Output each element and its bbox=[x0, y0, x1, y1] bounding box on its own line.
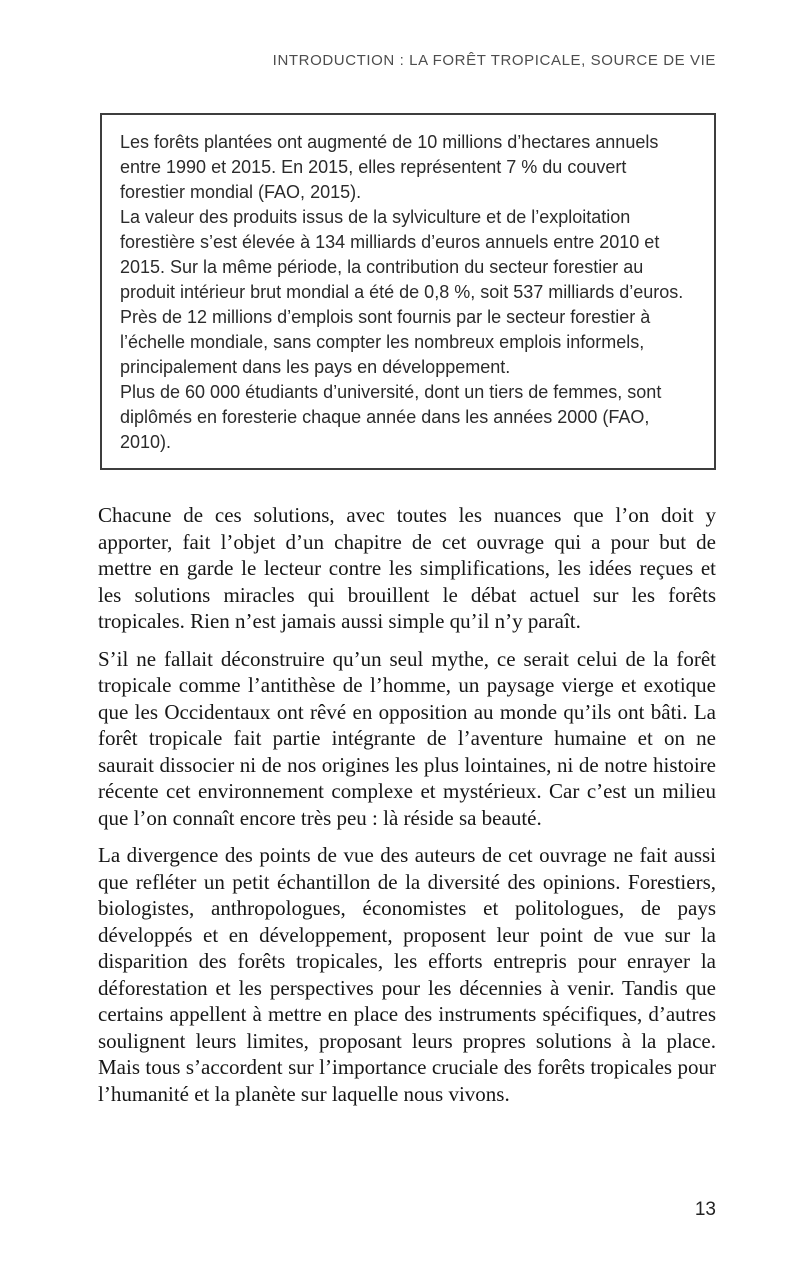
statistics-box-item: La valeur des produits issus de la sylviculture et de l’exploitation forestière s’est élevée à 134 milliards d’euros annuels entre 2010 et 2015. Sur la même période, la contribution du secteur forestier au produit intérieur brut mondial a été de 0,8 %, soit 537 milliards d’euros. bbox=[120, 207, 684, 302]
body-text bbox=[98, 502, 716, 1107]
page-number: 13 bbox=[694, 1199, 716, 1220]
body-paragraph: Chacune de ces solutions, avec toutes les nuances que l’on doit y apporter, fait l’objet d’un chapitre de cet ouvrage qui a pour but de mettre en garde le lecteur contre les simplifications, les idées reçues et les solutions miracles qui brouillent le débat actuel sur les forêts tropicales. Rien n’est jamais aussi simple qu’il n’y paraît. bbox=[98, 503, 716, 633]
running-head: INTRODUCTION : LA FORÊT TROPICALE, SOURCE DE VIE bbox=[272, 52, 716, 69]
statistics-box-item: Près de 12 millions d’emplois sont fournis par le secteur forestier à l’échelle mondiale, sans compter les nombreux emplois informels, principalement dans les pays en développement. bbox=[120, 307, 651, 377]
body-paragraph: S’il ne fallait déconstruire qu’un seul mythe, ce serait celui de la forêt tropicale comme l’antithèse de l’homme, un paysage vierge et exotique que les Occidentaux ont rêvé en opposition au monde qu’ils ont bâti. La forêt tropicale fait partie intégrante de l’aventure humaine et on ne saurait dissocier ni de nos origines les plus lointaines, ni de notre histoire récente cet environnement complexe et mystérieux. Car c’est un milieu que l’on connaît encore très peu : là réside sa beauté. bbox=[98, 646, 716, 830]
statistics-box-item: Plus de 60 000 étudiants d’université, dont un tiers de femmes, sont diplômés en foresterie chaque année dans les années 2000 (FAO, 2010). bbox=[120, 382, 662, 452]
statistics-box bbox=[100, 113, 716, 470]
body-paragraph: La divergence des points de vue des auteurs de cet ouvrage ne fait aussi que refléter un petit échantillon de la diversité des opinions. Forestiers, biologistes, anthropologues, économistes et politologues, de pays développés et en développement, proposent leur point de vue sur la disparition des forêts tropicales, les efforts entrepris pour enrayer la déforestation et les perspectives pour les décennies à venir. Tandis que certains appellent à mettre en place des instruments spécifiques, d’autres soulignent leurs limites, proposant leurs propres solutions à la place. Mais tous s’accordent sur l’importance cruciale des forêts tropicales pour l’humanité et la planète sur laquelle nous vivons. bbox=[98, 843, 716, 1106]
statistics-box-item: Les forêts plantées ont augmenté de 10 millions d’hectares annuels entre 1990 et 2015. En 2015, elles représentent 7 % du couvert forestier mondial (FAO, 2015). bbox=[120, 132, 659, 202]
